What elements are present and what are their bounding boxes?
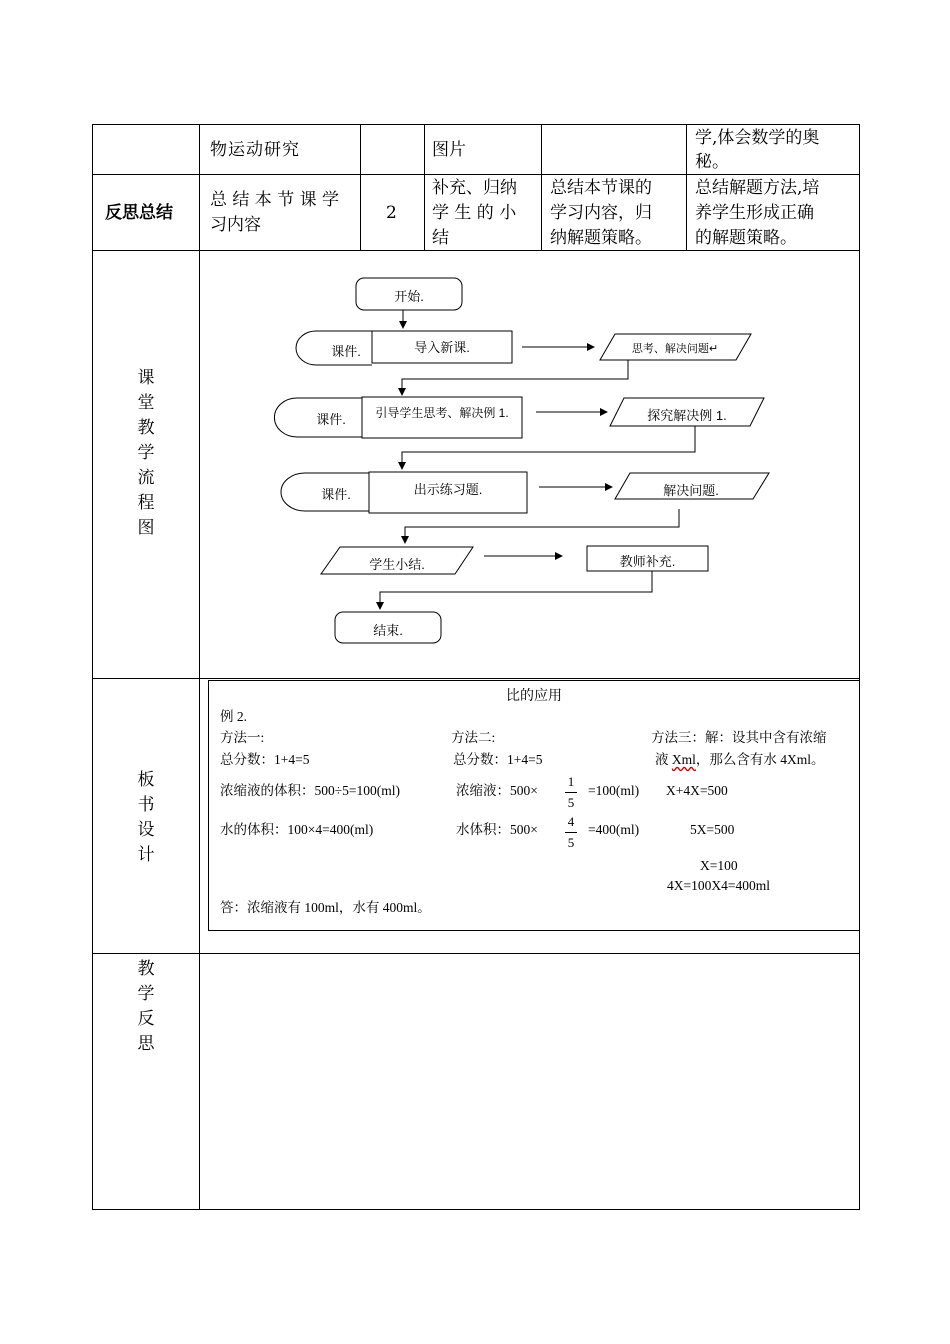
row1-content: 物运动研究 — [210, 140, 300, 160]
row2-student-line3: 纳解题策略。 — [550, 228, 652, 248]
flow-start-label: 开始. — [394, 289, 424, 304]
row2-student-line2: 学习内容，归 — [550, 203, 652, 223]
fraction2-bar — [565, 832, 577, 833]
row-divider-4 — [92, 953, 860, 954]
flow-label-3: 教 — [137, 418, 155, 438]
reflect-summary-heading: 反思总结 — [105, 203, 173, 223]
row1-intent-line2: 秘。 — [695, 152, 729, 172]
method1-water: 水的体积：100×4=400(ml) — [220, 822, 374, 837]
flow-label-2: 堂 — [137, 393, 155, 413]
row2-minutes: 2 — [386, 203, 397, 223]
board-answer: 答：浓缩液有 100ml，水有 400ml。 — [220, 900, 431, 915]
flow-label-4: 学 — [137, 443, 155, 463]
method2-water-a: 水体积：500× — [456, 822, 538, 837]
method3-equation3: X=100 — [700, 858, 738, 873]
fraction2-numerator: 4 — [567, 814, 575, 829]
flow-teacher-label: 教师补充. — [619, 554, 676, 569]
row2-teacher-line3: 结 — [432, 228, 449, 248]
row2-intent-line2: 养学生形成正确 — [695, 203, 814, 223]
flow-courseware1-label: 课件. — [331, 344, 361, 359]
row2-student-line1: 总结本节课的 — [550, 178, 652, 198]
board-example: 例 2. — [220, 709, 247, 724]
reflect-label-4: 思 — [137, 1034, 155, 1054]
table-bottom-border — [92, 1209, 860, 1210]
flow-explore-label: 探究解决例 1. — [647, 408, 727, 423]
reflect-label-3: 反 — [137, 1009, 155, 1029]
board-label-2: 书 — [137, 795, 155, 815]
row2-intent-line1: 总结解题方法,培 — [695, 178, 820, 198]
method1-concentrate: 浓缩液的体积：500÷5=100(ml) — [220, 783, 401, 798]
row2-content-line2: 习内容 — [210, 215, 261, 235]
method3-equation2: 5X=500 — [690, 822, 735, 837]
row1-resource: 图片 — [432, 140, 466, 160]
flow-exercise-label: 出示练习题. — [413, 482, 483, 497]
reflect-label-2: 学 — [137, 984, 155, 1004]
fraction1-denominator: 5 — [567, 795, 575, 810]
method3-equation4: 4X=100X4=400ml — [667, 878, 770, 893]
flow-label-6: 程 — [137, 493, 155, 513]
row2-teacher-line2: 学 生 的 小 — [432, 203, 517, 223]
method3-line2-a: 液 — [655, 752, 672, 767]
method3-line2-xml: Xml — [671, 752, 696, 767]
flow-solve-label: 解决问题. — [663, 483, 719, 498]
flow-label-7: 图 — [137, 518, 155, 538]
row2-teacher-line1: 补充、归纳 — [432, 178, 517, 198]
fraction2-denominator: 5 — [567, 835, 575, 850]
method3-line2-c: ，那么含有水 4Xml。 — [695, 752, 825, 767]
fraction1-numerator: 1 — [567, 774, 575, 789]
method2-concentrate-b: =100(ml) — [588, 783, 640, 798]
flow-label-1: 课 — [137, 368, 155, 388]
flow-label-5: 流 — [137, 468, 155, 488]
row2-content-line1: 总 结 本 节 课 学 — [210, 190, 340, 210]
method2-water-b: =400(ml) — [588, 822, 640, 837]
method3-title: 方法三：解：设其中含有浓缩 — [651, 730, 827, 745]
board-label-1: 板 — [137, 770, 155, 790]
method3-line2 — [655, 751, 825, 769]
flow-end-label: 结束. — [373, 623, 403, 638]
flow-think-label: 思考、解决问题↵ — [631, 343, 719, 355]
flow-courseware3-label: 课件. — [321, 487, 351, 502]
fraction1-bar — [565, 792, 577, 793]
method2-title: 方法二: — [451, 730, 496, 745]
board-title: 比的应用 — [506, 687, 562, 703]
board-label-4: 计 — [137, 845, 155, 865]
method1-title: 方法一: — [220, 730, 265, 745]
reflect-label-1: 教 — [137, 959, 155, 979]
flow-courseware2-label: 课件. — [316, 412, 346, 427]
flow-guide-label: 引导学生思考、解决例 1. — [375, 406, 509, 420]
method3-equation1: X+4X=500 — [666, 783, 728, 798]
board-label-3: 设 — [137, 820, 155, 840]
flow-intro-label: 导入新课. — [414, 340, 470, 355]
method2-concentrate-a: 浓缩液：500× — [456, 783, 538, 798]
row1-intent-line1: 学,体会数学的奥 — [695, 128, 820, 148]
method2-total: 总分数：1+4=5 — [453, 752, 543, 767]
flow-summary-label: 学生小结. — [369, 557, 425, 572]
method1-total: 总分数：1+4=5 — [220, 752, 310, 767]
row2-intent-line3: 的解题策略。 — [695, 228, 797, 248]
